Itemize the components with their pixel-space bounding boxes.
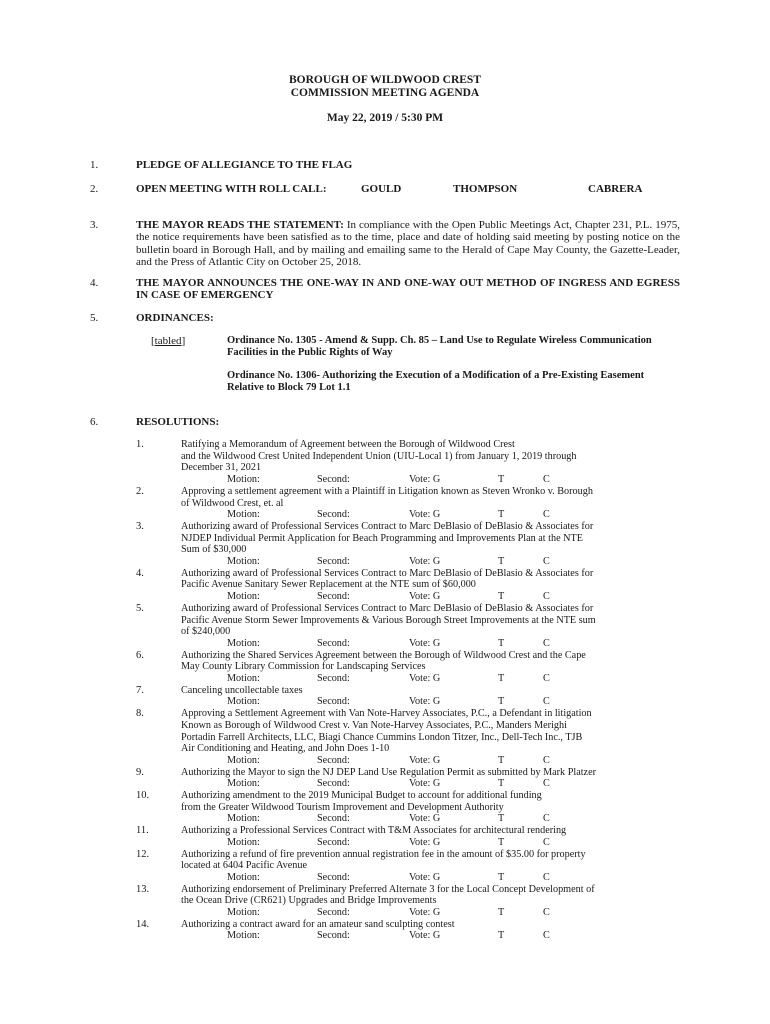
borough-title: BOROUGH OF WILDWOOD CREST bbox=[288, 74, 481, 86]
resolution-number: 2. bbox=[136, 485, 144, 497]
second-label: Second: bbox=[317, 509, 350, 521]
resolution-line: of $240,000 bbox=[181, 626, 231, 638]
vote-t-label: T bbox=[498, 754, 505, 766]
vote-c-label: C bbox=[543, 836, 550, 848]
second-label: Second: bbox=[317, 778, 350, 790]
vote-label: Vote: G bbox=[409, 754, 441, 766]
second-label: Second: bbox=[317, 907, 350, 918]
resolution-line: Authorizing amendment to the 2019 Municipal Budget to account for additional funding bbox=[181, 790, 542, 801]
resolutions-heading: RESOLUTIONS: bbox=[136, 416, 220, 428]
resolution-text bbox=[181, 685, 681, 697]
item-number: 3. bbox=[90, 219, 99, 231]
second-label: Second: bbox=[317, 754, 350, 766]
motion-label: Motion: bbox=[227, 673, 260, 684]
second-label: Second: bbox=[317, 930, 350, 942]
resolution-number: 13. bbox=[136, 883, 150, 895]
resolution-text bbox=[181, 603, 681, 638]
motion-label: Motion: bbox=[227, 637, 260, 649]
vote-label: Vote: G bbox=[409, 813, 441, 825]
vote-label: Vote: G bbox=[409, 778, 441, 790]
vote-c-label: C bbox=[543, 754, 550, 766]
vote-c-label: C bbox=[543, 907, 550, 918]
resolution-text bbox=[181, 790, 681, 813]
vote-label: Vote: G bbox=[409, 930, 441, 942]
resolution-text bbox=[181, 708, 681, 755]
vote-c-label: C bbox=[543, 871, 550, 883]
motion-label: Motion: bbox=[227, 754, 260, 766]
resolution-line: Authorizing award of Professional Services Contract to Marc DeBlasio of DeBlasio & Associates for bbox=[181, 567, 594, 579]
resolution-line: Authorizing a Professional Services Contract with T&M Associates for architectural rendering bbox=[181, 825, 567, 837]
roll-call-gould: GOULD bbox=[361, 183, 402, 195]
roll-call-cabrera: CABRERA bbox=[588, 183, 643, 195]
meeting-date: May 22, 2019 / 5:30 PM bbox=[326, 112, 444, 124]
vote-t-label: T bbox=[498, 813, 505, 825]
resolution-line: Authorizing award of Professional Services Contract to Marc DeBlasio of DeBlasio & Associates for bbox=[181, 602, 594, 614]
resolution-text bbox=[181, 486, 681, 509]
resolution-number: 9. bbox=[136, 766, 144, 778]
resolution-number: 11. bbox=[136, 825, 149, 837]
vote-label: Vote: G bbox=[409, 556, 441, 567]
resolution-line: Authorizing award of Professional Services Contract to Marc DeBlasio of DeBlasio & Associates for bbox=[181, 520, 594, 532]
resolution-line: Air Conditioning and Heating, and John Does 1-10 bbox=[181, 743, 390, 755]
resolution-text bbox=[181, 825, 681, 837]
vote-c-label: C bbox=[543, 930, 550, 942]
resolution-number: 3. bbox=[136, 520, 144, 532]
motion-label: Motion: bbox=[227, 591, 260, 603]
roll-call-heading: OPEN MEETING WITH ROLL CALL: bbox=[136, 183, 327, 195]
vote-t-label: T bbox=[498, 637, 505, 649]
vote-t-label: T bbox=[498, 556, 505, 567]
vote-c-label: C bbox=[543, 696, 550, 708]
resolution-line: the Ocean Drive (CR621) Upgrades and Bridge Improvements bbox=[181, 895, 437, 907]
resolution-number: 6. bbox=[136, 649, 144, 661]
resolution-number: 10. bbox=[136, 790, 150, 801]
ordinances-heading: ORDINANCES: bbox=[136, 312, 214, 324]
emergency-heading: THE MAYOR ANNOUNCES THE ONE-WAY IN AND ONE-WAY OUT METHOD OF INGRESS AND EGRESS IN CASE OF EMERGENCY bbox=[136, 277, 680, 302]
second-label: Second: bbox=[317, 637, 350, 649]
motion-label: Motion: bbox=[227, 474, 260, 486]
second-label: Second: bbox=[317, 696, 350, 708]
resolution-text bbox=[181, 884, 681, 907]
vote-label: Vote: G bbox=[409, 509, 441, 521]
resolution-text bbox=[181, 521, 681, 556]
resolution-number: 8. bbox=[136, 708, 144, 720]
resolution-line: Known as Borough of Wildwood Crest v. Van Note-Harvey Associates, P.C., Manders Merighi bbox=[181, 719, 567, 731]
resolution-line: May County Library Commission for Landscaping Services bbox=[181, 661, 426, 673]
statement-label: THE MAYOR READS THE STATEMENT: bbox=[136, 219, 344, 231]
motion-label: Motion: bbox=[227, 696, 260, 708]
resolution-line: of Wildwood Crest, et. al bbox=[181, 497, 284, 509]
resolution-text bbox=[181, 849, 681, 872]
vote-t-label: T bbox=[498, 907, 505, 918]
second-label: Second: bbox=[317, 836, 350, 848]
vote-t-label: T bbox=[498, 696, 505, 708]
resolution-line: Authorizing a contract award for an amateur sand sculpting contest bbox=[181, 918, 455, 930]
vote-t-label: T bbox=[498, 836, 505, 848]
resolution-line: Pacific Avenue Sanitary Sewer Replacement at the NTE sum of $60,000 bbox=[181, 579, 476, 591]
resolution-line: Pacific Avenue Storm Sewer Improvements & Various Borough Street Improvements at the NTE sum bbox=[181, 614, 596, 626]
item-number: 1. bbox=[90, 159, 99, 171]
vote-label: Vote: G bbox=[409, 474, 441, 486]
mayor-statement bbox=[136, 219, 680, 268]
resolution-number: 5. bbox=[136, 602, 144, 614]
resolution-line: Authorizing the Mayor to sign the NJ DEP Land Use Regulation Permit as submitted by Mark Platzer bbox=[181, 766, 596, 778]
motion-label: Motion: bbox=[227, 778, 260, 790]
resolution-line: Portadin Farrell Architects, LLC, Biagi Chance Cummins London Titzer, Inc., Dell-Tech Inc., TJB bbox=[181, 731, 583, 743]
item-number: 5. bbox=[90, 312, 99, 324]
resolution-line: Authorizing a refund of fire prevention annual registration fee in the amount of $35.00 for property bbox=[181, 848, 586, 860]
motion-label: Motion: bbox=[227, 871, 260, 883]
resolution-number: 1. bbox=[136, 439, 144, 450]
tabled-tag: [tabled] bbox=[151, 335, 186, 347]
second-label: Second: bbox=[317, 474, 350, 486]
second-label: Second: bbox=[317, 591, 350, 603]
second-label: Second: bbox=[317, 871, 350, 883]
resolution-line: Authorizing the Shared Services Agreement between the Borough of Wildwood Crest and the Cape bbox=[181, 649, 586, 661]
resolution-line: December 31, 2021 bbox=[181, 462, 262, 474]
second-label: Second: bbox=[317, 556, 350, 567]
vote-label: Vote: G bbox=[409, 696, 441, 708]
vote-t-label: T bbox=[498, 474, 505, 486]
resolution-text bbox=[181, 919, 681, 931]
vote-t-label: T bbox=[498, 930, 505, 942]
vote-label: Vote: G bbox=[409, 836, 441, 848]
second-label: Second: bbox=[317, 673, 350, 684]
vote-label: Vote: G bbox=[409, 637, 441, 649]
resolution-text bbox=[181, 439, 681, 474]
resolution-number: 14. bbox=[136, 918, 150, 930]
motion-label: Motion: bbox=[227, 813, 260, 825]
vote-c-label: C bbox=[543, 556, 550, 567]
vote-t-label: T bbox=[498, 673, 505, 684]
motion-label: Motion: bbox=[227, 556, 260, 567]
resolution-text bbox=[181, 650, 681, 673]
vote-c-label: C bbox=[543, 673, 550, 684]
vote-c-label: C bbox=[543, 813, 550, 825]
vote-c-label: C bbox=[543, 778, 550, 790]
tabled-label: tabled bbox=[154, 335, 182, 347]
ordinance-1306: Ordinance No. 1306- Authorizing the Execution of a Modification of a Pre-Existing Easement Relative to Block 79 Lot 1.1 bbox=[227, 370, 645, 393]
vote-label: Vote: G bbox=[409, 871, 441, 883]
vote-label: Vote: G bbox=[409, 907, 441, 918]
roll-call-thompson: THOMPSON bbox=[453, 183, 518, 195]
vote-t-label: T bbox=[498, 778, 505, 790]
resolution-line: Canceling uncollectable taxes bbox=[181, 684, 303, 696]
statement-text: In compliance with the Open Public Meetings Act, Chapter 231, P.L. 1975, the notice requirements have been satisfied as to the time, place and date of holding said meeting by posting notice on the bulletin board in Borough Hall, and by mailing and emailing same to the Herald of Cape May County, the Gazette-Leader, and the Press of Atlantic City on October 25, 2018. bbox=[136, 219, 681, 268]
resolution-line: from the Greater Wildwood Tourism Improvement and Development Authority bbox=[181, 801, 504, 813]
second-label: Second: bbox=[317, 813, 350, 825]
vote-t-label: T bbox=[498, 509, 505, 521]
resolution-line: Approving a Settlement Agreement with Van Note-Harvey Associates, P.C., a Defendant in litigation bbox=[181, 708, 592, 720]
vote-c-label: C bbox=[543, 591, 550, 603]
vote-label: Vote: G bbox=[409, 673, 441, 684]
item-number: 6. bbox=[90, 416, 99, 428]
vote-t-label: T bbox=[498, 871, 505, 883]
resolution-line: and the Wildwood Crest United Independent Union (UIU-Local 1) from January 1, 2019 through bbox=[181, 450, 577, 462]
item-number: 2. bbox=[90, 183, 99, 195]
vote-c-label: C bbox=[543, 509, 550, 521]
resolution-number: 7. bbox=[136, 684, 144, 696]
resolution-line: Authorizing endorsement of Preliminary Preferred Alternate 3 for the Local Concept Development of bbox=[181, 883, 595, 895]
resolution-line: Approving a settlement agreement with a Plaintiff in Litigation known as Steven Wronko v. Borough bbox=[181, 485, 593, 497]
resolution-number: 12. bbox=[136, 848, 150, 860]
motion-label: Motion: bbox=[227, 509, 260, 521]
item-number: 4. bbox=[90, 277, 99, 289]
motion-label: Motion: bbox=[227, 836, 260, 848]
vote-c-label: C bbox=[543, 474, 550, 486]
vote-c-label: C bbox=[543, 637, 550, 649]
ordinance-1305: Ordinance No. 1305 - Amend & Supp. Ch. 85 – Land Use to Regulate Wireless Communication Facilities in the Public Rights of Way bbox=[227, 335, 652, 358]
agenda-title: COMMISSION MEETING AGENDA bbox=[290, 87, 480, 99]
resolution-line: located at 6404 Pacific Avenue bbox=[181, 860, 307, 872]
pledge-heading: PLEDGE OF ALLEGIANCE TO THE FLAG bbox=[136, 159, 353, 171]
resolution-line: Sum of $30,000 bbox=[181, 544, 247, 556]
resolution-text bbox=[181, 568, 681, 591]
resolution-number: 4. bbox=[136, 567, 144, 579]
resolution-line: NJDEP Individual Permit Application for Beach Programming and Improvements Plan at the NTE bbox=[181, 532, 583, 544]
motion-label: Motion: bbox=[227, 907, 260, 918]
vote-label: Vote: G bbox=[409, 591, 441, 603]
resolution-text bbox=[181, 767, 681, 779]
resolution-line: Ratifying a Memorandum of Agreement between the Borough of Wildwood Crest bbox=[181, 439, 515, 450]
vote-t-label: T bbox=[498, 591, 505, 603]
motion-label: Motion: bbox=[227, 930, 260, 942]
